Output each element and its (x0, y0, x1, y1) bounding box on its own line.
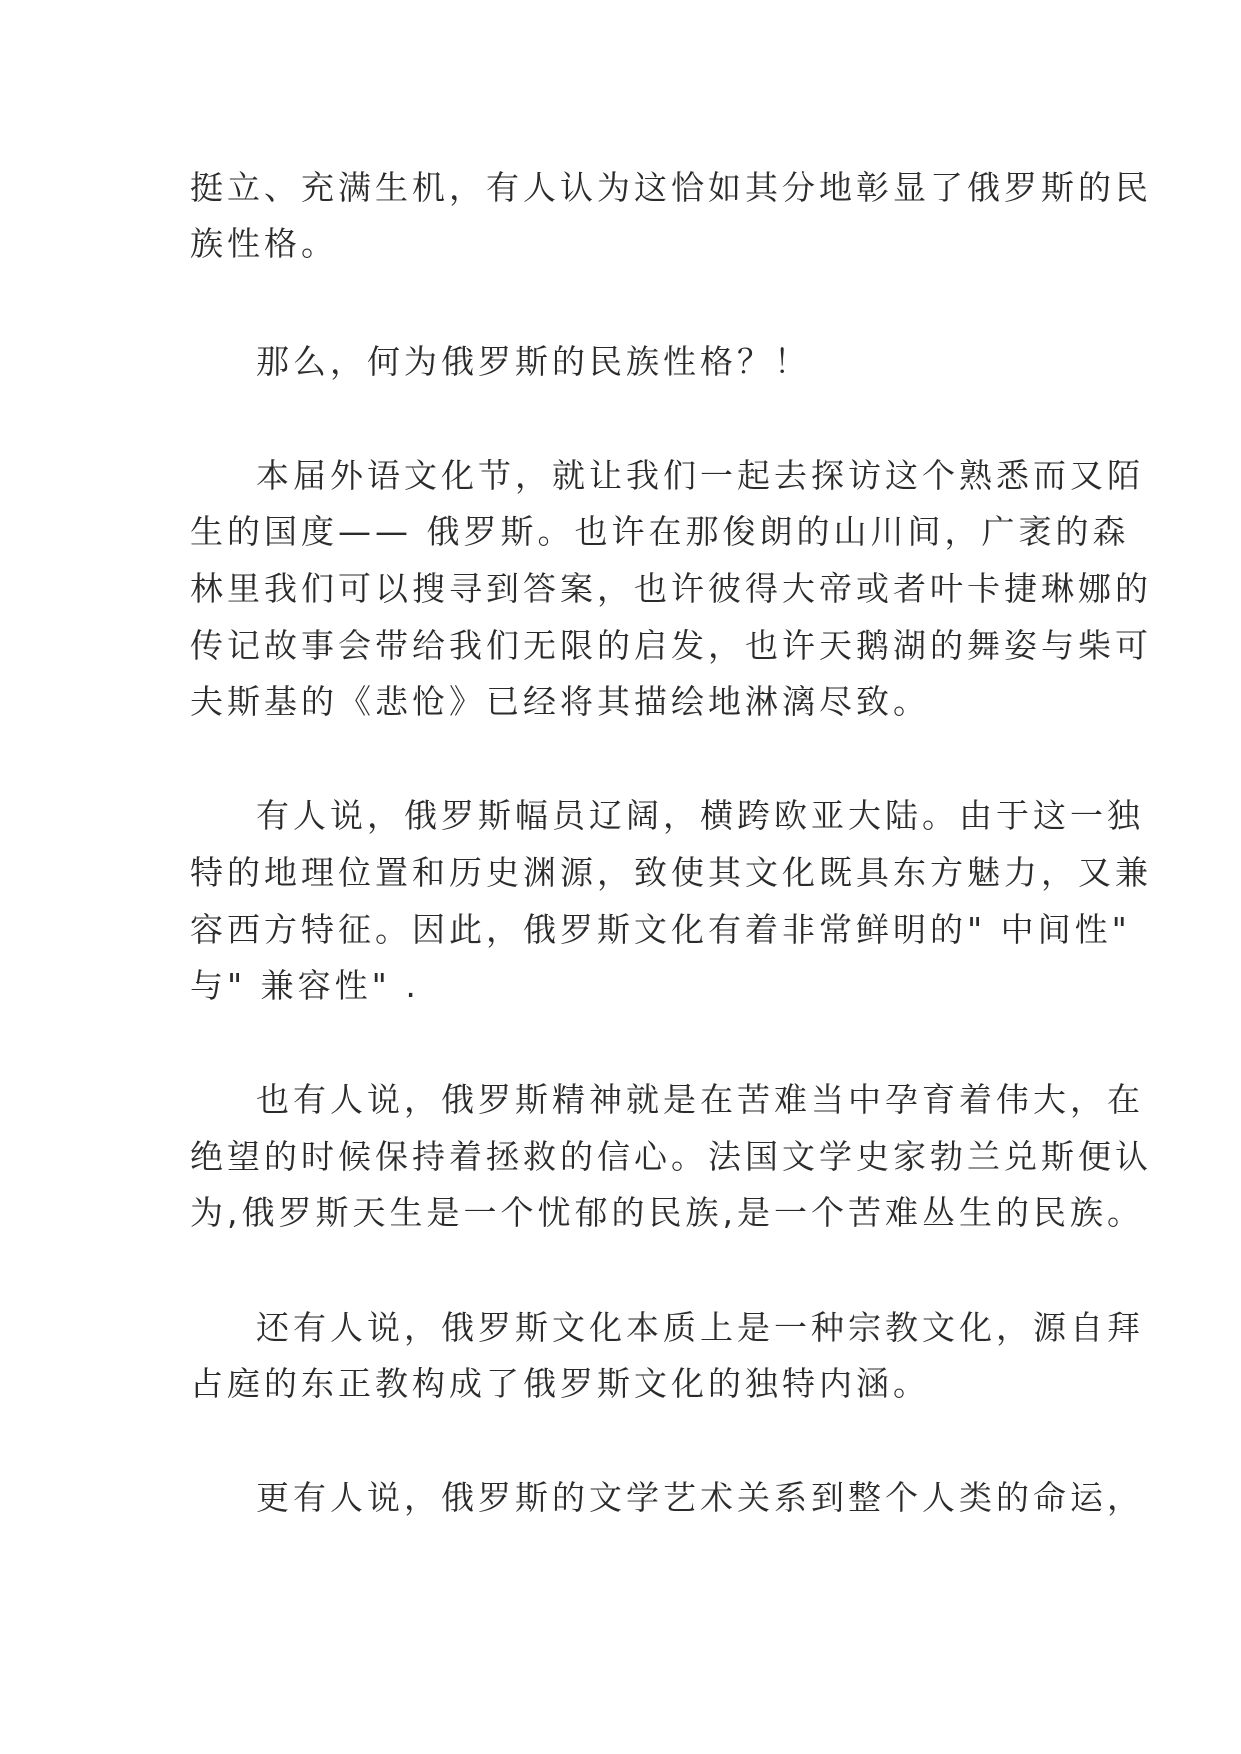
paragraph-5-line-2: 绝望的时候保持着拯救的信心。法国文学史家勃兰兑斯便认 (190, 1137, 1152, 1176)
paragraph-7-line-1: 更有人说，俄罗斯的文学艺术关系到整个人类的命运， (256, 1478, 1144, 1517)
paragraph-1-line-1: 挺立、充满生机，有人认为这恰如其分地彰显了俄罗斯的民 (190, 168, 1152, 207)
paragraph-3-line-4: 传记故事会带给我们无限的启发，也许天鹅湖的舞姿与柴可 (190, 626, 1152, 665)
paragraph-4-line-1: 有人说，俄罗斯幅员辽阔，横跨欧亚大陆。由于这一独 (256, 796, 1144, 835)
paragraph-6-line-1: 还有人说，俄罗斯文化本质上是一种宗教文化，源自拜 (256, 1308, 1144, 1347)
paragraph-3-line-3: 林里我们可以搜寻到答案，也许彼得大帝或者叶卡捷琳娜的 (190, 569, 1152, 608)
paragraph-3-line-5: 夫斯基的《悲怆》已经将其描绘地淋漓尽致。 (190, 682, 930, 721)
paragraph-2-line-1: 那么，何为俄罗斯的民族性格？！ (256, 342, 811, 381)
paragraph-4-line-4: 与" 兼容性" . (190, 966, 420, 1005)
paragraph-1-line-2: 族性格。 (190, 224, 338, 263)
paragraph-6-line-2: 占庭的东正教构成了俄罗斯文化的独特内涵。 (190, 1364, 930, 1403)
paragraph-3-line-2: 生的国度—— 俄罗斯。也许在那俊朗的山川间，广袤的森 (190, 512, 1130, 551)
paragraph-3-line-1: 本届外语文化节，就让我们一起去探访这个熟悉而又陌 (256, 456, 1144, 495)
paragraph-4-line-3: 容西方特征。因此，俄罗斯文化有着非常鲜明的" 中间性" (190, 910, 1131, 949)
paragraph-4-line-2: 特的地理位置和历史渊源，致使其文化既具东方魅力，又兼 (190, 853, 1152, 892)
paragraph-5-line-3: 为,俄罗斯天生是一个忧郁的民族,是一个苦难丛生的民族。 (190, 1193, 1144, 1232)
paragraph-5-line-1: 也有人说，俄罗斯精神就是在苦难当中孕育着伟大，在 (256, 1080, 1144, 1119)
